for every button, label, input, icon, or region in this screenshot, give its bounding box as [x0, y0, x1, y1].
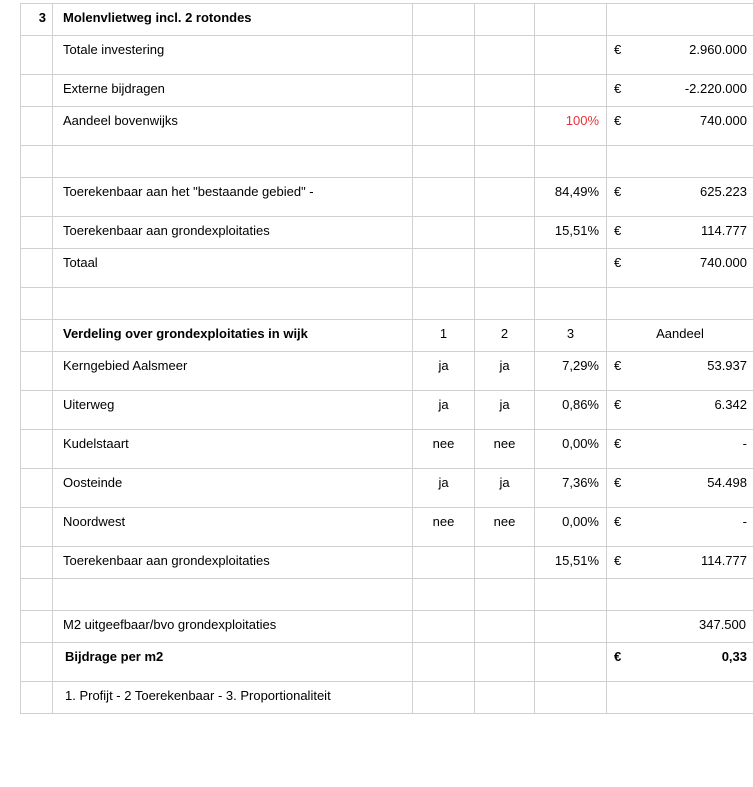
cell-percent	[535, 36, 607, 75]
percent-value: 0,86%	[562, 397, 599, 412]
row-label: Toerekenbaar aan het "bestaande gebied" -	[63, 184, 314, 199]
currency-symbol: €	[614, 475, 622, 490]
cell-column-header-1	[413, 320, 475, 352]
cell-spacer	[21, 682, 53, 714]
table-row	[21, 508, 753, 547]
cell-a	[413, 682, 475, 714]
cell-percent	[535, 508, 607, 547]
cell-flag-2	[475, 352, 535, 391]
money-cell	[607, 217, 753, 242]
currency-symbol: €	[614, 397, 622, 412]
currency-symbol: €	[614, 436, 622, 451]
cell-c	[535, 643, 607, 682]
cell-spacer	[413, 579, 475, 611]
cell-b	[475, 611, 535, 643]
table-row	[21, 75, 753, 107]
cell-spacer	[21, 107, 53, 146]
cell-spacer	[53, 146, 413, 178]
cell-spacer	[21, 643, 53, 682]
cell-c	[535, 682, 607, 714]
money-cell	[607, 36, 753, 61]
cell-column-header-3	[535, 320, 607, 352]
percent-value: 15,51%	[554, 223, 599, 238]
amount-value: 740.000	[700, 255, 747, 270]
flag-value-2	[475, 547, 534, 571]
percent-value: 7,36%	[562, 475, 599, 490]
cell-spacer	[21, 178, 53, 217]
cell-spacer	[21, 217, 53, 249]
column-header-1: 1	[439, 326, 448, 341]
amount-value: 114.777	[700, 553, 747, 568]
cell-amount	[607, 643, 753, 682]
cell-amount	[607, 547, 753, 579]
table-row	[21, 249, 753, 288]
cell-spacer	[21, 249, 53, 288]
cell-flag-1	[413, 430, 475, 469]
cell-blank-b	[475, 4, 535, 36]
cell-b	[475, 36, 535, 75]
cell-label	[53, 107, 413, 146]
money-cell	[607, 391, 753, 416]
table-row	[21, 217, 753, 249]
cell-b	[475, 249, 535, 288]
flag-value-2: nee	[493, 514, 516, 529]
row-label: Toerekenbaar aan grondexploitaties	[63, 553, 270, 568]
cell-blank-c	[535, 4, 607, 36]
currency-symbol: €	[614, 184, 622, 199]
money-cell	[607, 643, 753, 668]
cell-flag-1	[413, 391, 475, 430]
flag-value-2: ja	[499, 358, 510, 373]
percent-value	[535, 75, 606, 99]
cell-blank-a	[413, 4, 475, 36]
flag-value-1: ja	[438, 397, 449, 412]
cell-amount	[607, 217, 753, 249]
row-label: Kudelstaart	[63, 436, 129, 451]
flag-value-2: nee	[493, 436, 516, 451]
cell-label	[53, 352, 413, 391]
table-row	[21, 391, 753, 430]
amount-value: -2.220.000	[684, 81, 747, 96]
cell-flag-1	[413, 352, 475, 391]
cell-flag-2	[475, 508, 535, 547]
cell-b	[475, 178, 535, 217]
cell-spacer	[535, 579, 607, 611]
cell-percent	[535, 178, 607, 217]
currency-symbol: €	[614, 255, 622, 270]
table-row-contribution	[21, 643, 753, 682]
cell-amount	[607, 249, 753, 288]
cell-a	[413, 643, 475, 682]
currency-symbol: €	[614, 42, 622, 57]
flag-value-2: ja	[499, 397, 510, 412]
cell-spacer	[21, 36, 53, 75]
row-label: M2 uitgeefbaar/bvo grondexploitaties	[63, 617, 277, 632]
percent-value	[535, 36, 606, 60]
cell-spacer	[21, 146, 53, 178]
cell-b	[475, 107, 535, 146]
cell-spacer	[21, 391, 53, 430]
flag-value-1: nee	[432, 436, 455, 451]
cell-label	[53, 178, 413, 217]
currency-symbol: €	[614, 223, 622, 238]
cell-percent	[535, 391, 607, 430]
table-row-section-header	[21, 320, 753, 352]
table-row	[21, 178, 753, 217]
money-cell	[607, 469, 753, 494]
row-label: Kerngebied Aalsmeer	[63, 358, 188, 373]
project-title: Molenvlietweg incl. 2 rotondes	[63, 10, 252, 25]
cell-a	[413, 611, 475, 643]
flag-value-1: nee	[432, 514, 455, 529]
row-label: Totaal	[63, 255, 98, 270]
cell-amount	[607, 430, 753, 469]
cell-spacer	[413, 146, 475, 178]
money-cell	[607, 547, 753, 572]
cell-spacer	[475, 146, 535, 178]
amount-value: 0,33	[721, 649, 747, 664]
cell-spacer	[21, 430, 53, 469]
table-row	[21, 36, 753, 75]
flag-value-1: ja	[438, 358, 449, 373]
cell-amount	[607, 178, 753, 217]
percent-value	[535, 249, 606, 273]
cell-a	[413, 178, 475, 217]
amount-value: 6.342	[714, 397, 747, 412]
footnote-text: 1. Profijt - 2 Toerekenbaar - 3. Proportionaliteit	[65, 688, 331, 703]
money-cell	[607, 249, 753, 274]
cell-a	[413, 107, 475, 146]
area-value: 347.500	[699, 617, 746, 632]
cell-label	[53, 217, 413, 249]
currency-symbol: €	[614, 113, 622, 128]
cell-b	[475, 682, 535, 714]
cell-flag-1	[413, 469, 475, 508]
table-row-total	[21, 547, 753, 579]
cell-a	[413, 75, 475, 107]
cell-label	[53, 643, 413, 682]
cell-blank-value	[607, 4, 753, 36]
money-cell	[607, 75, 753, 100]
cell-spacer	[21, 547, 53, 579]
cell-label	[53, 391, 413, 430]
percent-value: 100%	[565, 113, 599, 128]
percent-value: 7,29%	[562, 358, 599, 373]
table-row-spacer	[21, 146, 753, 178]
cell-spacer	[607, 579, 753, 611]
cell-column-header-2	[475, 320, 535, 352]
cell-flag-2	[475, 391, 535, 430]
row-number-label: 3	[38, 10, 46, 25]
cell-spacer	[21, 288, 53, 320]
money-cell	[607, 508, 753, 533]
flag-value-1	[413, 547, 474, 571]
table-row	[21, 611, 753, 643]
cell-value	[607, 682, 753, 714]
cell-label	[53, 36, 413, 75]
cell-percent	[535, 75, 607, 107]
cell-amount	[607, 508, 753, 547]
cell-spacer	[607, 146, 753, 178]
cell-spacer	[21, 611, 53, 643]
cell-label	[53, 469, 413, 508]
cell-a	[413, 249, 475, 288]
amount-value: 740.000	[700, 113, 747, 128]
cell-flag-2	[475, 469, 535, 508]
cell-row-number	[21, 4, 53, 36]
cell-project-title	[53, 4, 413, 36]
cell-spacer	[21, 320, 53, 352]
cell-spacer	[21, 75, 53, 107]
cell-amount	[607, 107, 753, 146]
percent-value: 0,00%	[562, 436, 599, 451]
cell-spacer	[535, 288, 607, 320]
cell-label	[53, 249, 413, 288]
cell-percent	[535, 249, 607, 288]
cell-b	[475, 643, 535, 682]
cell-flag-2	[475, 430, 535, 469]
table-row-spacer	[21, 579, 753, 611]
cell-spacer	[607, 288, 753, 320]
currency-symbol: €	[614, 649, 622, 664]
percent-value: 0,00%	[562, 514, 599, 529]
money-cell	[607, 430, 753, 455]
cell-amount	[607, 352, 753, 391]
cost-allocation-table	[20, 3, 753, 714]
column-header-share: Aandeel	[656, 326, 704, 341]
cell-spacer	[21, 579, 53, 611]
row-label: Uiterweg	[63, 397, 115, 412]
cell-percent	[535, 547, 607, 579]
cell-section-title	[53, 320, 413, 352]
table-row	[21, 430, 753, 469]
cell-flag-1	[413, 547, 475, 579]
cell-percent	[535, 430, 607, 469]
column-header-2: 2	[500, 326, 509, 341]
cell-label	[53, 611, 413, 643]
money-cell	[607, 107, 753, 132]
amount-value: 54.498	[707, 475, 747, 490]
table-row-title	[21, 4, 753, 36]
row-label: Totale investering	[63, 42, 165, 57]
cell-flag-1	[413, 508, 475, 547]
money-cell	[607, 178, 753, 203]
cell-spacer	[475, 579, 535, 611]
amount-value: 114.777	[700, 223, 747, 238]
cell-flag-2	[475, 547, 535, 579]
cell-percent	[535, 217, 607, 249]
cell-percent	[535, 352, 607, 391]
row-label: Bijdrage per m2	[65, 649, 164, 664]
row-label: Toerekenbaar aan grondexploitaties	[63, 223, 270, 238]
row-label: Externe bijdragen	[63, 81, 165, 96]
cell-area-value	[607, 611, 753, 643]
table-row	[21, 107, 753, 146]
column-header-3: 3	[566, 326, 575, 341]
cell-amount	[607, 36, 753, 75]
amount-value: -	[742, 436, 747, 451]
cell-amount	[607, 391, 753, 430]
cell-a	[413, 36, 475, 75]
table-row	[21, 469, 753, 508]
row-label: Aandeel bovenwijks	[63, 113, 178, 128]
cell-spacer	[53, 579, 413, 611]
cell-spacer	[475, 288, 535, 320]
row-label: Oosteinde	[63, 475, 123, 490]
table-row-footnote	[21, 682, 753, 714]
currency-symbol: €	[614, 81, 622, 96]
cell-column-header-share	[607, 320, 753, 352]
cell-label	[53, 75, 413, 107]
cell-spacer	[21, 508, 53, 547]
table-row-spacer	[21, 288, 753, 320]
currency-symbol: €	[614, 358, 622, 373]
cell-spacer	[535, 146, 607, 178]
cell-percent	[535, 469, 607, 508]
cell-a	[413, 217, 475, 249]
cell-b	[475, 217, 535, 249]
amount-value: 2.960.000	[689, 42, 747, 57]
cell-percent	[535, 107, 607, 146]
section-title: Verdeling over grondexploitaties in wijk	[63, 326, 308, 341]
currency-symbol: €	[614, 514, 622, 529]
table-row	[21, 352, 753, 391]
cell-spacer	[21, 352, 53, 391]
cell-label	[53, 547, 413, 579]
cell-spacer	[53, 288, 413, 320]
amount-value: 625.223	[700, 184, 747, 199]
flag-value-2: ja	[499, 475, 510, 490]
cell-b	[475, 75, 535, 107]
row-label: Noordwest	[63, 514, 126, 529]
cell-amount	[607, 469, 753, 508]
currency-symbol: €	[614, 553, 622, 568]
amount-value: -	[742, 514, 747, 529]
cell-c	[535, 611, 607, 643]
cell-amount	[607, 75, 753, 107]
flag-value-1: ja	[438, 475, 449, 490]
percent-value: 84,49%	[554, 184, 599, 199]
cell-spacer	[21, 469, 53, 508]
amount-value: 53.937	[707, 358, 747, 373]
cell-label	[53, 508, 413, 547]
cell-label	[53, 430, 413, 469]
cell-footnote	[53, 682, 413, 714]
money-cell	[607, 352, 753, 377]
percent-value: 15,51%	[554, 553, 599, 568]
cell-spacer	[413, 288, 475, 320]
